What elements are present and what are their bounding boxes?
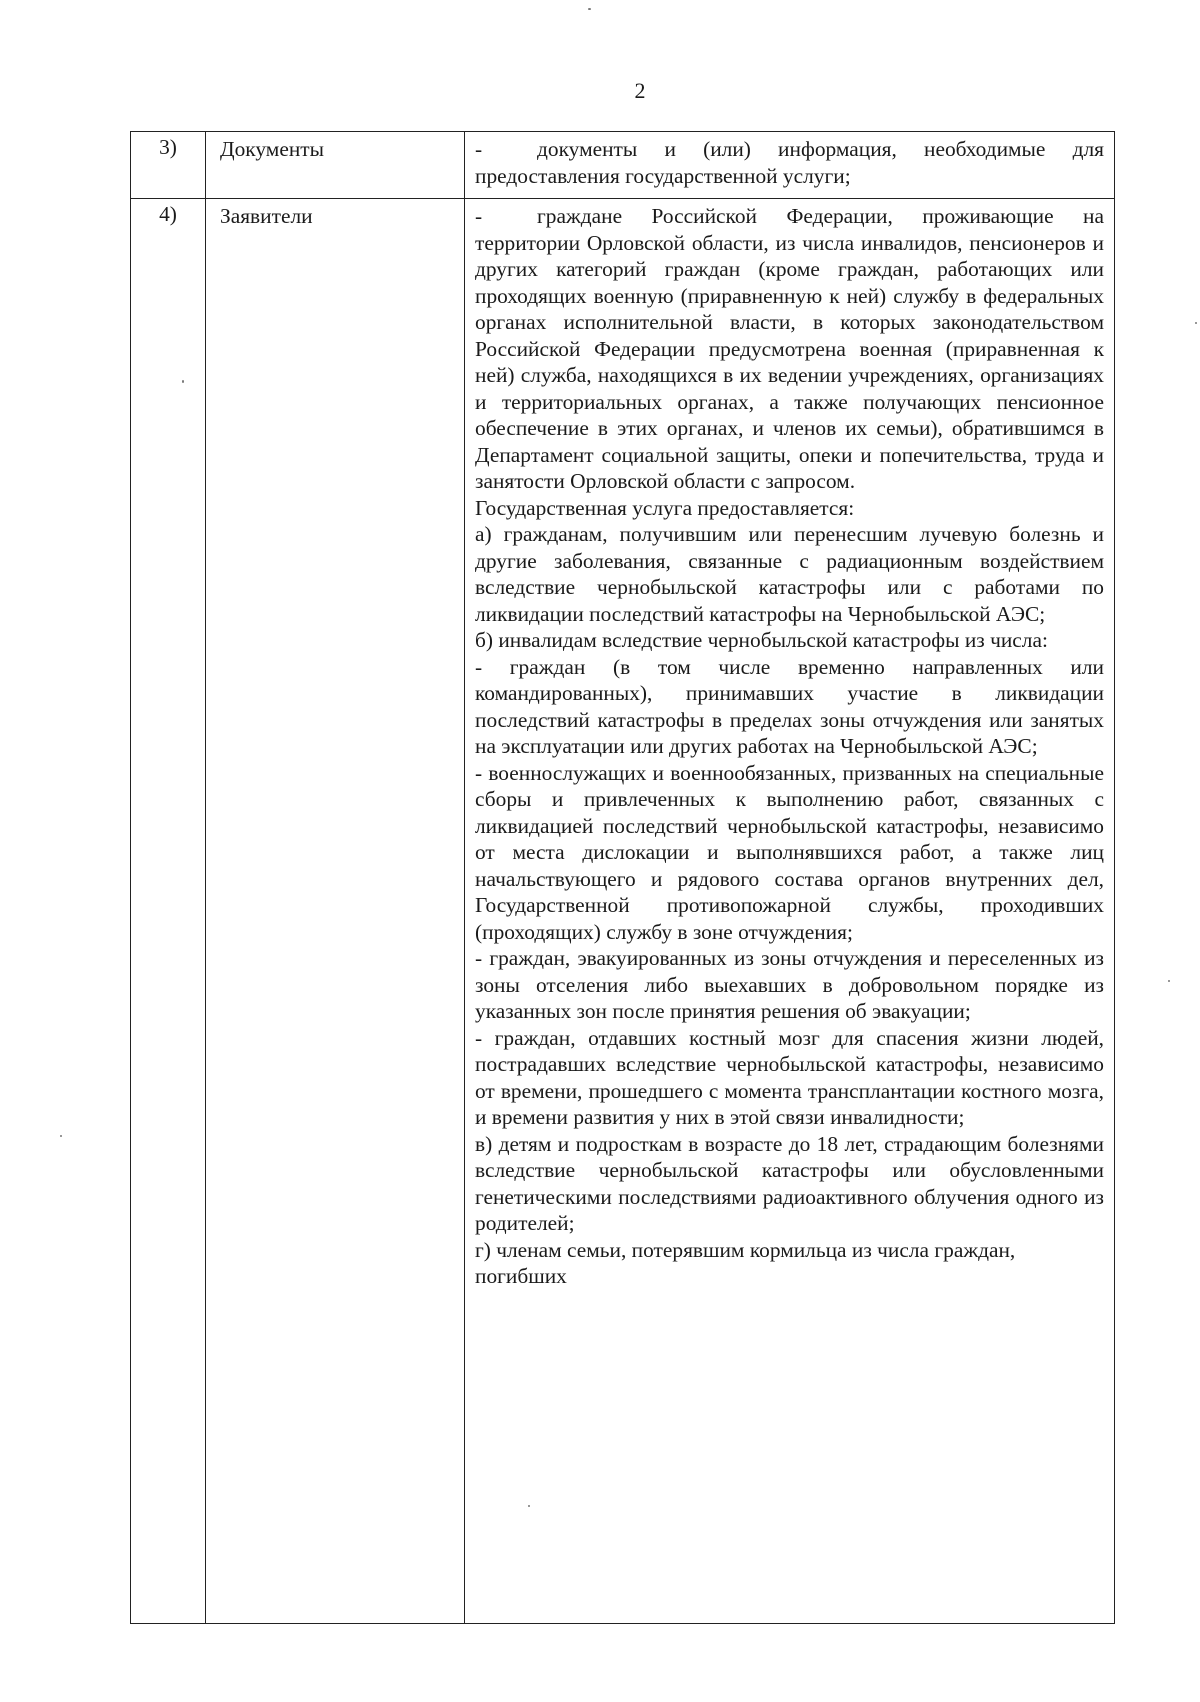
scan-speck — [60, 1135, 62, 1137]
scan-speck — [588, 8, 591, 10]
list-item: в) детям и подросткам в возрасте до 18 лет, страдающим болезнями вследствие чернобыльской катастрофы или обусловленными генетическими последствиями радиоактивного облучения одного из родителей; — [475, 1131, 1104, 1235]
table-row — [131, 132, 1115, 199]
list-item: - военнослужащих и военнообязанных, призванных на специальные сборы и привлеченных к выполнению работ, связанных с ликвидацией последствий чернобыльской катастрофы, независимо от места дислокации и выполнявшихся работ, а также лиц начальствующего и рядового состава органов внутренних дел, Государственной противопожарной службы, проходивших (проходящих) службу в зоне отчуждения; — [475, 760, 1104, 944]
applicants-intro — [475, 203, 1104, 495]
service-heading: Государственная услуга предоставляется: — [475, 495, 855, 520]
table-row — [131, 199, 1115, 1624]
row-title: Заявители — [206, 199, 465, 1624]
description-text: документы и (или) информация, необходимые для предоставления государственной услуги; — [475, 137, 1104, 188]
list-item: г) членам семьи, потерявшим кормильца из числа граждан, — [475, 1237, 1016, 1262]
page-number: 2 — [634, 78, 646, 103]
description-paragraph — [475, 136, 1104, 189]
list-item: - граждан, эвакуированных из зоны отчуждения и переселенных из зоны отселения либо выехавших в добровольном порядке из указанных зон после принятия решения об эвакуации; — [475, 946, 1104, 1023]
row-description — [465, 199, 1115, 1624]
row-title: Документы — [206, 132, 465, 199]
list-item: - граждан, отдавших костный мозг для спасения жизни людей, пострадавших вследствие чернобыльской катастрофы, независимо от времени, прошедшего с момента трансплантации костного мозга, и времени развития у них в этой связи инвалидности; — [475, 1025, 1104, 1129]
row-number: 4) — [131, 199, 206, 1624]
scan-speck — [528, 1505, 530, 1507]
list-item: а) гражданам, получившим или перенесшим лучевую болезнь и другие заболевания, связанные с радиационным воздействием вследствие чернобыльской катастрофы или с работами по ликвидации последствий катастрофы на Чернобыльской АЭС; — [475, 522, 1104, 626]
list-item: - граждан (в том числе временно направленных или командированных), принимавших участие в ликвидации последствий катастрофы в пределах зоны отчуждения или занятых на эксплуатации или других работах на Чернобыльской АЭС; — [475, 654, 1104, 758]
document-table — [130, 131, 1115, 1624]
row-description — [465, 132, 1115, 199]
scan-speck — [1195, 322, 1197, 324]
scan-speck — [182, 380, 184, 383]
intro-text: граждане Российской Федерации, проживающие на территории Орловской области, из числа инвалидов, пенсионеров и других категорий граждан (кроме граждан, работающих или проходящих военную (приравненную к ней) службу в федеральных органах исполнительной власти, в которых законодательством Российской Федерации предусмотрена военная (приравненная к ней) служба, находящихся в их ведении учреждениях, организациях и территориальных органах, а также получающих пенсионное обеспечение в этих органах, и членов их семьи), обратившимся в Департамент социальной защиты, опеки и попечительства, труда и занятости Орловской области с запросом. — [475, 204, 1104, 493]
list-dash: - — [475, 204, 483, 228]
scan-speck — [1168, 980, 1170, 982]
row-number: 3) — [131, 132, 206, 199]
list-dash: - — [475, 137, 483, 161]
continued-line: погибших — [475, 1264, 567, 1288]
list-item: б) инвалидам вследствие чернобыльской катастрофы из числа: — [475, 628, 1048, 652]
